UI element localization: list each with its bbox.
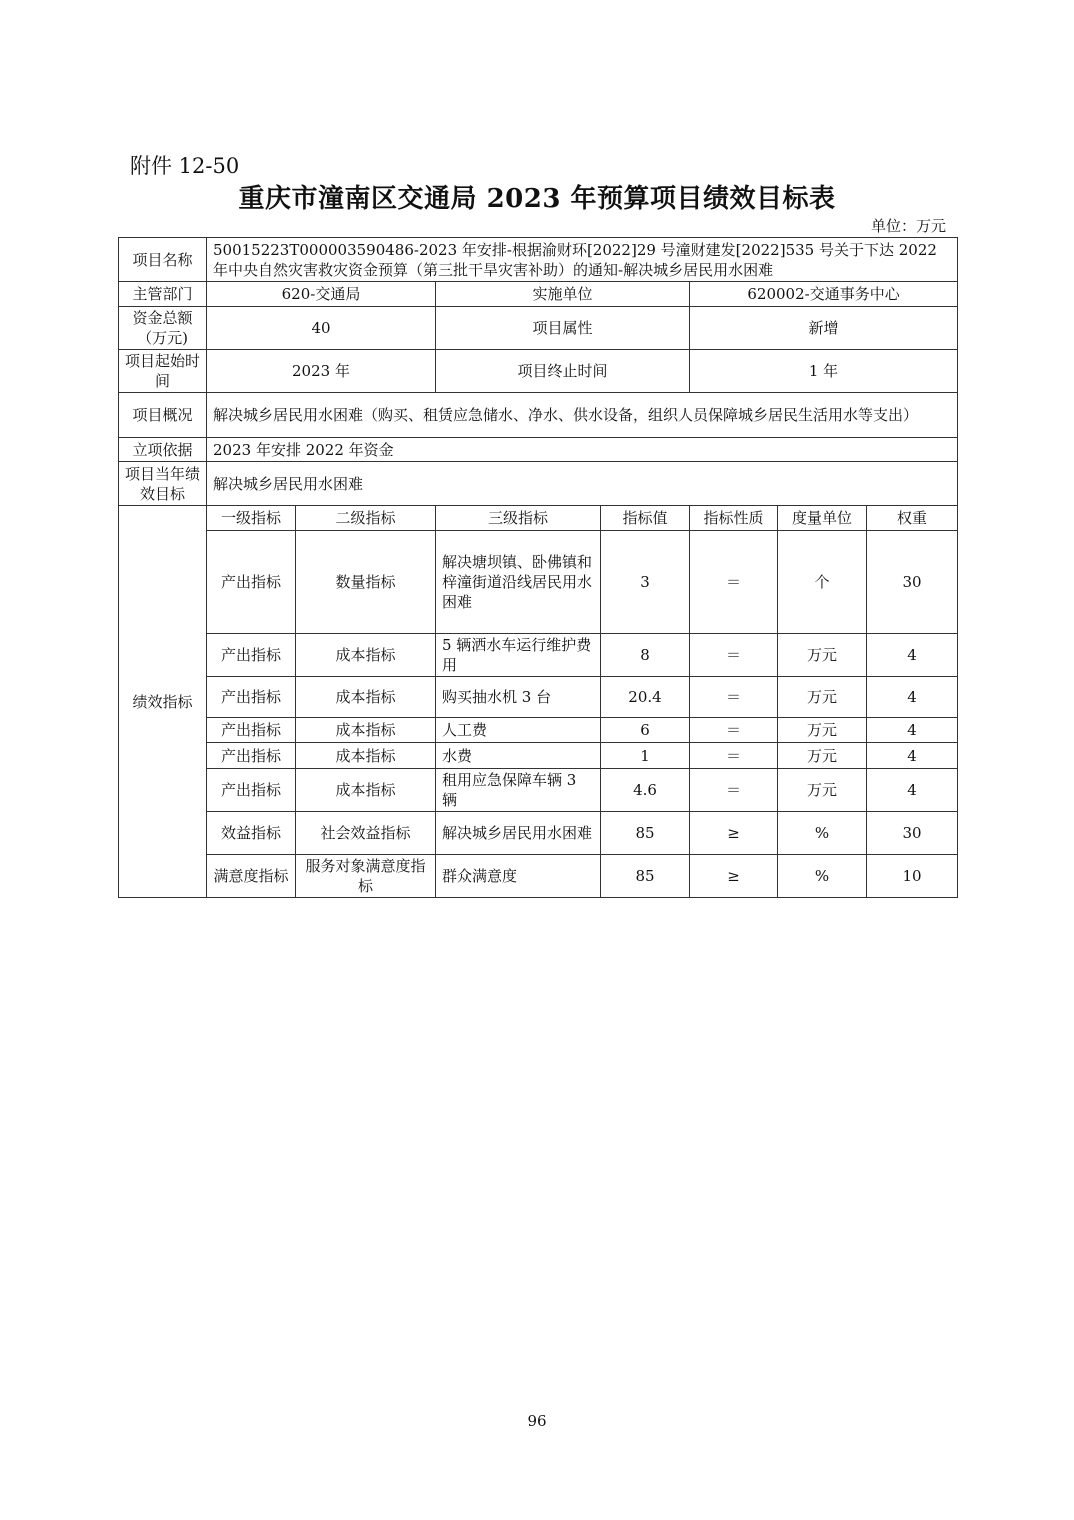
level1-cell: 产出指标: [207, 677, 296, 718]
level2-cell: 成本指标: [296, 743, 436, 769]
row-basis: [119, 438, 958, 462]
nature-cell: ＝: [690, 634, 778, 677]
level2-cell: 成本指标: [296, 718, 436, 743]
value-cell: 20.4: [601, 677, 690, 718]
header-level2: 二级指标: [296, 506, 436, 531]
unit-cell: 个: [778, 531, 867, 634]
level3-cell: 群众满意度: [436, 855, 601, 898]
level1-cell: 产出指标: [207, 531, 296, 634]
dept-label: 主管部门: [119, 282, 207, 307]
start-label: 项目起始时间: [119, 350, 207, 393]
goal-label: 项目当年绩效目标: [119, 462, 207, 506]
level3-cell: 租用应急保障车辆 3 辆: [436, 769, 601, 812]
attr-value: 新增: [690, 307, 958, 350]
performance-table: [118, 237, 958, 898]
level2-cell: 成本指标: [296, 677, 436, 718]
value-cell: 8: [601, 634, 690, 677]
nature-cell: ≥: [690, 812, 778, 855]
dept-value: 620-交通局: [207, 282, 436, 307]
unit-cell: 万元: [778, 769, 867, 812]
indicators-section-label: 绩效指标: [119, 506, 207, 898]
level1-cell: 产出指标: [207, 743, 296, 769]
unit-cell: 万元: [778, 718, 867, 743]
row-goal: [119, 462, 958, 506]
weight-cell: 4: [867, 634, 958, 677]
impl-value: 620002-交通事务中心: [690, 282, 958, 307]
goal-value: 解决城乡居民用水困难: [207, 462, 958, 506]
overview-value: 解决城乡居民用水困难（购买、租赁应急储水、净水、供水设备，组织人员保障城乡居民生活用水等支出）: [207, 393, 958, 438]
indicator-row: [119, 743, 958, 769]
unit-cell: 万元: [778, 677, 867, 718]
basis-value: 2023 年安排 2022 年资金: [207, 438, 958, 462]
header-value: 指标值: [601, 506, 690, 531]
level1-cell: 效益指标: [207, 812, 296, 855]
end-label: 项目终止时间: [436, 350, 690, 393]
value-cell: 6: [601, 718, 690, 743]
value-cell: 1: [601, 743, 690, 769]
header-weight: 权重: [867, 506, 958, 531]
level2-cell: 社会效益指标: [296, 812, 436, 855]
weight-cell: 30: [867, 812, 958, 855]
page-title: 重庆市潼南区交通局 2023 年预算项目绩效目标表: [238, 184, 836, 214]
weight-cell: 10: [867, 855, 958, 898]
value-cell: 85: [601, 812, 690, 855]
level1-cell: 产出指标: [207, 769, 296, 812]
header-level1: 一级指标: [207, 506, 296, 531]
nature-cell: ≥: [690, 855, 778, 898]
indicator-row: [119, 677, 958, 718]
level3-cell: 解决城乡居民用水困难: [436, 812, 601, 855]
level3-cell: 解决塘坝镇、卧佛镇和梓潼街道沿线居民用水困难: [436, 531, 601, 634]
level1-cell: 满意度指标: [207, 855, 296, 898]
overview-label: 项目概况: [119, 393, 207, 438]
level3-cell: 5 辆洒水车运行维护费用: [436, 634, 601, 677]
end-value: 1 年: [690, 350, 958, 393]
level2-cell: 成本指标: [296, 769, 436, 812]
weight-cell: 4: [867, 718, 958, 743]
row-total: [119, 307, 958, 350]
weight-cell: 30: [867, 531, 958, 634]
weight-cell: 4: [867, 677, 958, 718]
weight-cell: 4: [867, 743, 958, 769]
project-name-value: 50015223T000003590486-2023 年安排-根据渝财环[2022]29 号潼财建发[2022]535 号关于下达 2022 年中央自然灾害救灾资金预算（第三批干旱灾害补助）的通知-解决城乡居民用水困难: [207, 238, 958, 282]
indicator-row: [119, 718, 958, 743]
header-nature: 指标性质: [690, 506, 778, 531]
row-overview: [119, 393, 958, 438]
value-cell: 3: [601, 531, 690, 634]
impl-label: 实施单位: [436, 282, 690, 307]
level3-cell: 水费: [436, 743, 601, 769]
weight-cell: 4: [867, 769, 958, 812]
level1-cell: 产出指标: [207, 718, 296, 743]
level2-cell: 数量指标: [296, 531, 436, 634]
header-level3: 三级指标: [436, 506, 601, 531]
value-cell: 4.6: [601, 769, 690, 812]
nature-cell: ＝: [690, 677, 778, 718]
page-number: 96: [527, 1412, 547, 1430]
row-time: [119, 350, 958, 393]
project-name-label: 项目名称: [119, 238, 207, 282]
indicator-row: [119, 812, 958, 855]
total-value: 40: [207, 307, 436, 350]
total-label: 资金总额（万元): [119, 307, 207, 350]
level2-cell: 成本指标: [296, 634, 436, 677]
level2-cell: 服务对象满意度指标: [296, 855, 436, 898]
level3-cell: 购买抽水机 3 台: [436, 677, 601, 718]
nature-cell: ＝: [690, 718, 778, 743]
nature-cell: ＝: [690, 531, 778, 634]
row-dept: [119, 282, 958, 307]
indicator-row: [119, 531, 958, 634]
nature-cell: ＝: [690, 769, 778, 812]
indicator-row: [119, 634, 958, 677]
unit-cell: %: [778, 855, 867, 898]
row-project-name: [119, 238, 958, 282]
unit-cell: 万元: [778, 634, 867, 677]
unit-label: 单位：万元: [870, 217, 946, 235]
start-value: 2023 年: [207, 350, 436, 393]
attachment-number: 附件 12-50: [130, 154, 240, 178]
indicator-header-row: [119, 506, 958, 531]
unit-cell: %: [778, 812, 867, 855]
nature-cell: ＝: [690, 743, 778, 769]
value-cell: 85: [601, 855, 690, 898]
basis-label: 立项依据: [119, 438, 207, 462]
indicator-row: [119, 769, 958, 812]
header-unit: 度量单位: [778, 506, 867, 531]
attr-label: 项目属性: [436, 307, 690, 350]
level1-cell: 产出指标: [207, 634, 296, 677]
level3-cell: 人工费: [436, 718, 601, 743]
indicator-row: [119, 855, 958, 898]
unit-cell: 万元: [778, 743, 867, 769]
